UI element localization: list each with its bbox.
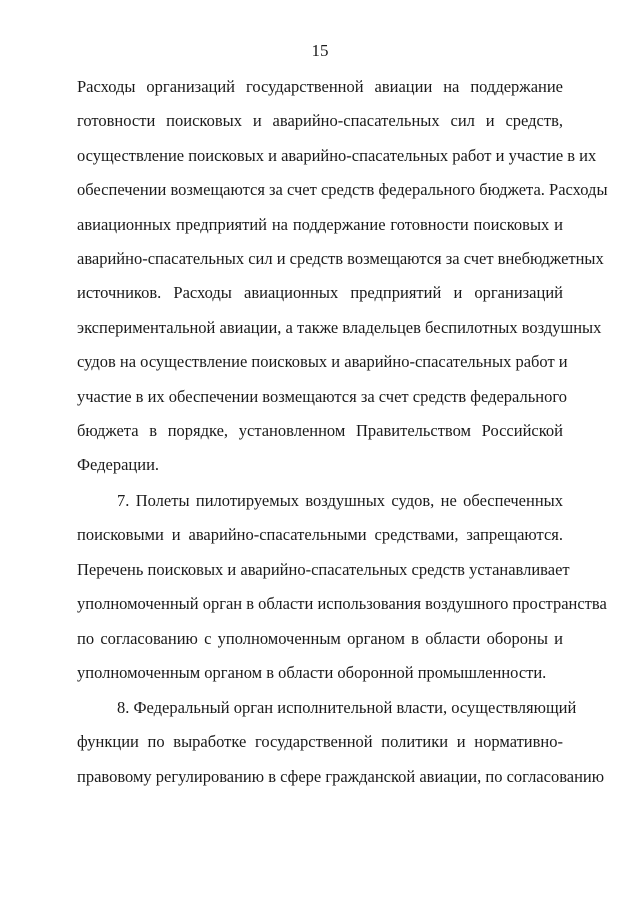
text-line: бюджета в порядке, установленном Правительством Российской xyxy=(77,420,563,440)
text-line: функции по выработке государственной политики и нормативно- xyxy=(77,732,563,752)
paragraph-item-7 xyxy=(77,484,607,690)
text-line: Перечень поисковых и аварийно-спасательных средств устанавливает xyxy=(77,559,570,579)
text-line: источников. Расходы авиационных предприятий и организаций xyxy=(77,283,563,303)
text-line: экспериментальной авиации, а также владельцев беспилотных воздушных xyxy=(77,317,602,337)
paragraph-aviation-expenses xyxy=(77,70,608,483)
text-line: готовности поисковых и аварийно-спасательных сил и средств, xyxy=(77,111,563,131)
text-line: по согласованию с уполномоченным органом в области обороны и xyxy=(77,628,563,648)
text-line: уполномоченным органом в области оборонной промышленности. xyxy=(77,662,547,682)
text-line: судов на осуществление поисковых и аварийно-спасательных работ и xyxy=(77,352,568,372)
paragraph-item-8 xyxy=(77,691,605,794)
text-line: правовому регулированию в сфере гражданской авиации, по согласованию xyxy=(77,766,605,786)
text-line: 8. Федеральный орган исполнительной власти, осуществляющий xyxy=(117,698,577,717)
text-line: поисковыми и аварийно-спасательными средствами, запрещаются. xyxy=(77,525,563,545)
text-line: 7. Полеты пилотируемых воздушных судов, не обеспеченных xyxy=(117,491,563,510)
text-line: Федерации. xyxy=(77,455,160,475)
page-number: 15 xyxy=(311,41,329,60)
text-line: Расходы организаций государственной авиации на поддержание xyxy=(77,77,563,96)
text-line: осуществление поисковых и аварийно-спасательных работ и участие в их xyxy=(77,145,597,165)
text-line: участие в их обеспечении возмещаются за счет средств федерального xyxy=(77,386,567,406)
text-line: уполномоченный орган в области использования воздушного пространства xyxy=(77,594,607,614)
text-line: аварийно-спасательных сил и средств возмещаются за счет внебюджетных xyxy=(77,248,604,268)
text-line: обеспечении возмещаются за счет средств федерального бюджета. Расходы xyxy=(77,180,608,200)
text-line: авиационных предприятий на поддержание готовности поисковых и xyxy=(77,214,563,234)
